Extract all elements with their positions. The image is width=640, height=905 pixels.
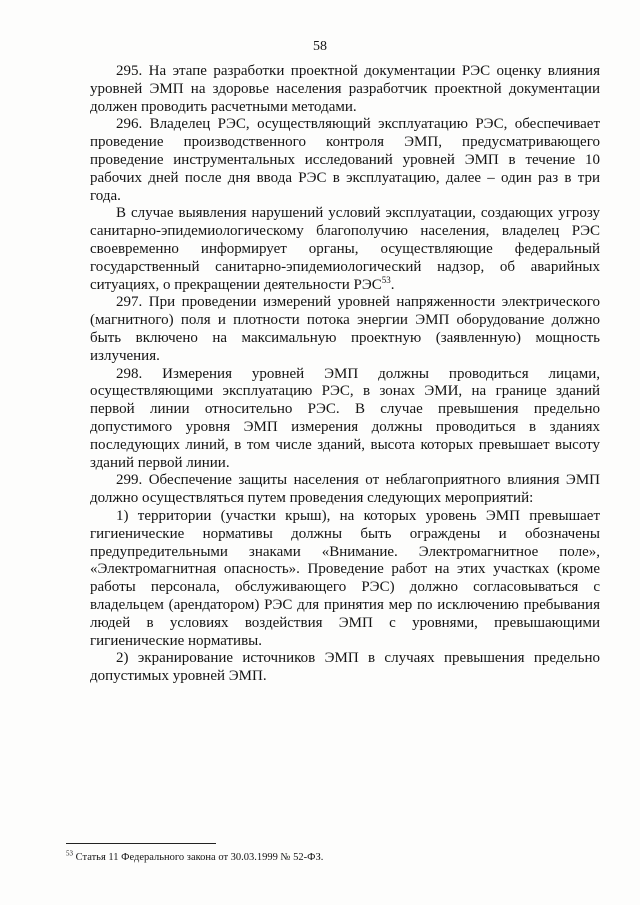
list-item-2: 2) экранирование источников ЭМП в случаях превышения предельно допустимых уровней ЭМП. (90, 650, 600, 685)
footnote (66, 851, 586, 865)
paragraph-297: 297. При проведении измерений уровней напряженности электрического (магнитного) поля и плотности потока энергии ЭМП оборудование должно быть включено на максимальную проектную (заявленную) мощность излучения. (90, 294, 600, 364)
document-body (90, 63, 600, 686)
footnote-divider (66, 843, 216, 844)
list-item-1: 1) территории (участки крыш), на которых уровень ЭМП превышает гигиенические нормативы должны быть ограждены и обозначены предупредительными знаками «Внимание. Электромагнитное поле», «Электромагнитная опасность». Проведение работ на этих участках (кроме работы персонала, обслуживающего РЭС) должно согласовываться с владельцем (арендатором) РЭС для принятия мер по исключению пребывания людей в условиях воздействия ЭМП с уровнями, превышающими гигиенические нормативы. (90, 507, 600, 649)
paragraph-296-violation (90, 205, 600, 294)
paragraph-296: 296. Владелец РЭС, осуществляющий эксплуатацию РЭС, обеспечивает проведение производственного контроля ЭМП, предусматривающего проведение инструментальных исследований уровней ЭМП в течение 10 рабочих дней после дня ввода РЭС в эксплуатацию, далее – один раз в три года. (90, 116, 600, 204)
paragraph-298: 298. Измерения уровней ЭМП должны проводиться лицами, осуществляющими эксплуатацию РЭС, в зонах ЭМИ, на границе зданий первой линии относительно РЭС. В случае превышения предельно допустимого уровня ЭМП измерения должны проводиться в зданиях последующих линий, в том числе зданий, высота которых превышает высоту зданий первой линии. (90, 365, 600, 471)
footnote-text: Статья 11 Федерального закона от 30.03.1999 № 52-ФЗ. (73, 852, 324, 863)
paragraph-text: В случае выявления нарушений условий эксплуатации, создающих угрозу санитарно-эпидемиологическому благополучию населения, владелец РЭС своевременно информирует органы, осуществляющие федеральный государственный санитарно-эпидемиологический надзор, об аварийных ситуациях, о прекращении деятельности РЭС (90, 205, 600, 293)
paragraph-299: 299. Обеспечение защиты населения от неблагоприятного влияния ЭМП должно осуществляться путем проведения следующих мероприятий: (90, 472, 600, 507)
paragraph-suffix: . (390, 276, 395, 293)
footnote-reference: 53 (381, 274, 391, 285)
page-number: 58 (313, 39, 327, 54)
paragraph-295: 295. На этапе разработки проектной документации РЭС оценку влияния уровней ЭМП на здоровье населения разработчик проектной документации должен проводить расчетными методами. (90, 63, 600, 115)
footnote-mark: 53 (66, 849, 73, 858)
